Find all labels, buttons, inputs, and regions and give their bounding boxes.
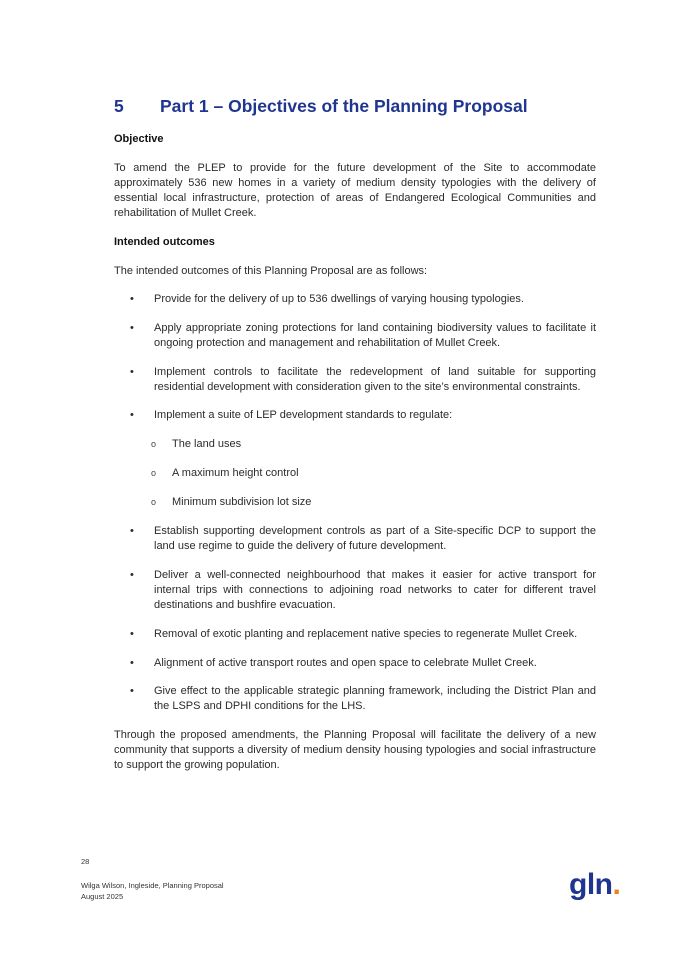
list-item: [130, 292, 596, 307]
page-number: 28: [81, 857, 90, 866]
objective-heading: Objective: [114, 133, 164, 145]
gln-logo: [569, 868, 620, 902]
conclusion-paragraph: Through the proposed amendments, the Planning Proposal will facilitate the delivery of a new community that supports a diversity of medium density housing typologies and social infrastructure to support the growing population.: [114, 729, 596, 771]
bullet-icon: •: [130, 685, 134, 697]
list-item: [130, 568, 596, 613]
bullet-icon: •: [130, 569, 134, 581]
bullet-icon: •: [130, 525, 134, 537]
list-item: [130, 684, 596, 714]
list-item: [130, 627, 596, 642]
list-item: [130, 524, 596, 554]
sub-list-item: [151, 466, 299, 481]
section-number: 5: [114, 96, 124, 116]
section-heading: [114, 96, 528, 117]
document-title: Wilga Wilson, Ingleside, Planning Proposal: [81, 881, 224, 890]
bullet-icon: •: [130, 628, 134, 640]
sub-list-item: [151, 437, 241, 452]
list-item-text: Give effect to the applicable strategic planning framework, including the District Plan and the LSPS and DPHI conditions for the LHS.: [154, 685, 596, 712]
list-item: [130, 365, 596, 395]
sub-list-item: [151, 495, 311, 510]
list-item: [130, 656, 596, 671]
bullet-icon: •: [130, 322, 134, 334]
bullet-icon: •: [130, 293, 134, 305]
logo-text: gln: [569, 868, 613, 901]
document-date: August 2025: [81, 892, 124, 901]
list-item: [130, 321, 596, 351]
footer-info: [81, 880, 224, 902]
section-title: Part 1 – Objectives of the Planning Proposal: [160, 96, 528, 116]
list-item-text: Removal of exotic planting and replacement native species to regenerate Mullet Creek.: [154, 628, 578, 640]
objective-paragraph: To amend the PLEP to provide for the future development of the Site to accommodate approximately 536 new homes in a variety of medium density typologies with the delivery of essential local infrastructure, protection of areas of Endangered Ecological Communities and rehabilitation of Mullet Creek.: [114, 162, 596, 219]
bullet-icon: •: [130, 657, 134, 669]
list-item: [130, 408, 596, 423]
list-item-text: Deliver a well-connected neighbourhood that makes it easier for active transport for internal trips with connections to adjoining road networks to cater for different travel destinations and bushfire evacuation.: [154, 569, 596, 611]
bullet-icon: •: [130, 409, 134, 421]
sub-bullet-icon: o: [151, 468, 157, 478]
list-item-text: Provide for the delivery of up to 536 dwellings of varying housing typologies.: [154, 293, 524, 305]
bullet-icon: •: [130, 366, 134, 378]
sub-bullet-icon: o: [151, 497, 157, 507]
logo-dot: .: [612, 868, 621, 901]
outcomes-heading: Intended outcomes: [114, 236, 215, 248]
outcomes-intro: The intended outcomes of this Planning Proposal are as follows:: [114, 265, 428, 277]
list-item-text: Apply appropriate zoning protections for land containing biodiversity values to facilitate it ongoing protection and management and rehabilitation of Mullet Creek.: [154, 322, 596, 349]
sub-list-item-text: A maximum height control: [172, 467, 299, 479]
list-item-text: Implement controls to facilitate the redevelopment of land suitable for supporting residential development with consideration given to the site’s environmental constraints.: [154, 366, 596, 393]
list-item-text: Implement a suite of LEP development standards to regulate:: [154, 409, 453, 421]
sub-bullet-icon: o: [151, 439, 157, 449]
list-item-text: Alignment of active transport routes and open space to celebrate Mullet Creek.: [154, 657, 537, 669]
sub-list-item-text: The land uses: [172, 438, 242, 450]
sub-list-item-text: Minimum subdivision lot size: [172, 496, 312, 508]
list-item-text: Establish supporting development controls as part of a Site-specific DCP to support the land use regime to guide the delivery of future development.: [154, 525, 596, 552]
